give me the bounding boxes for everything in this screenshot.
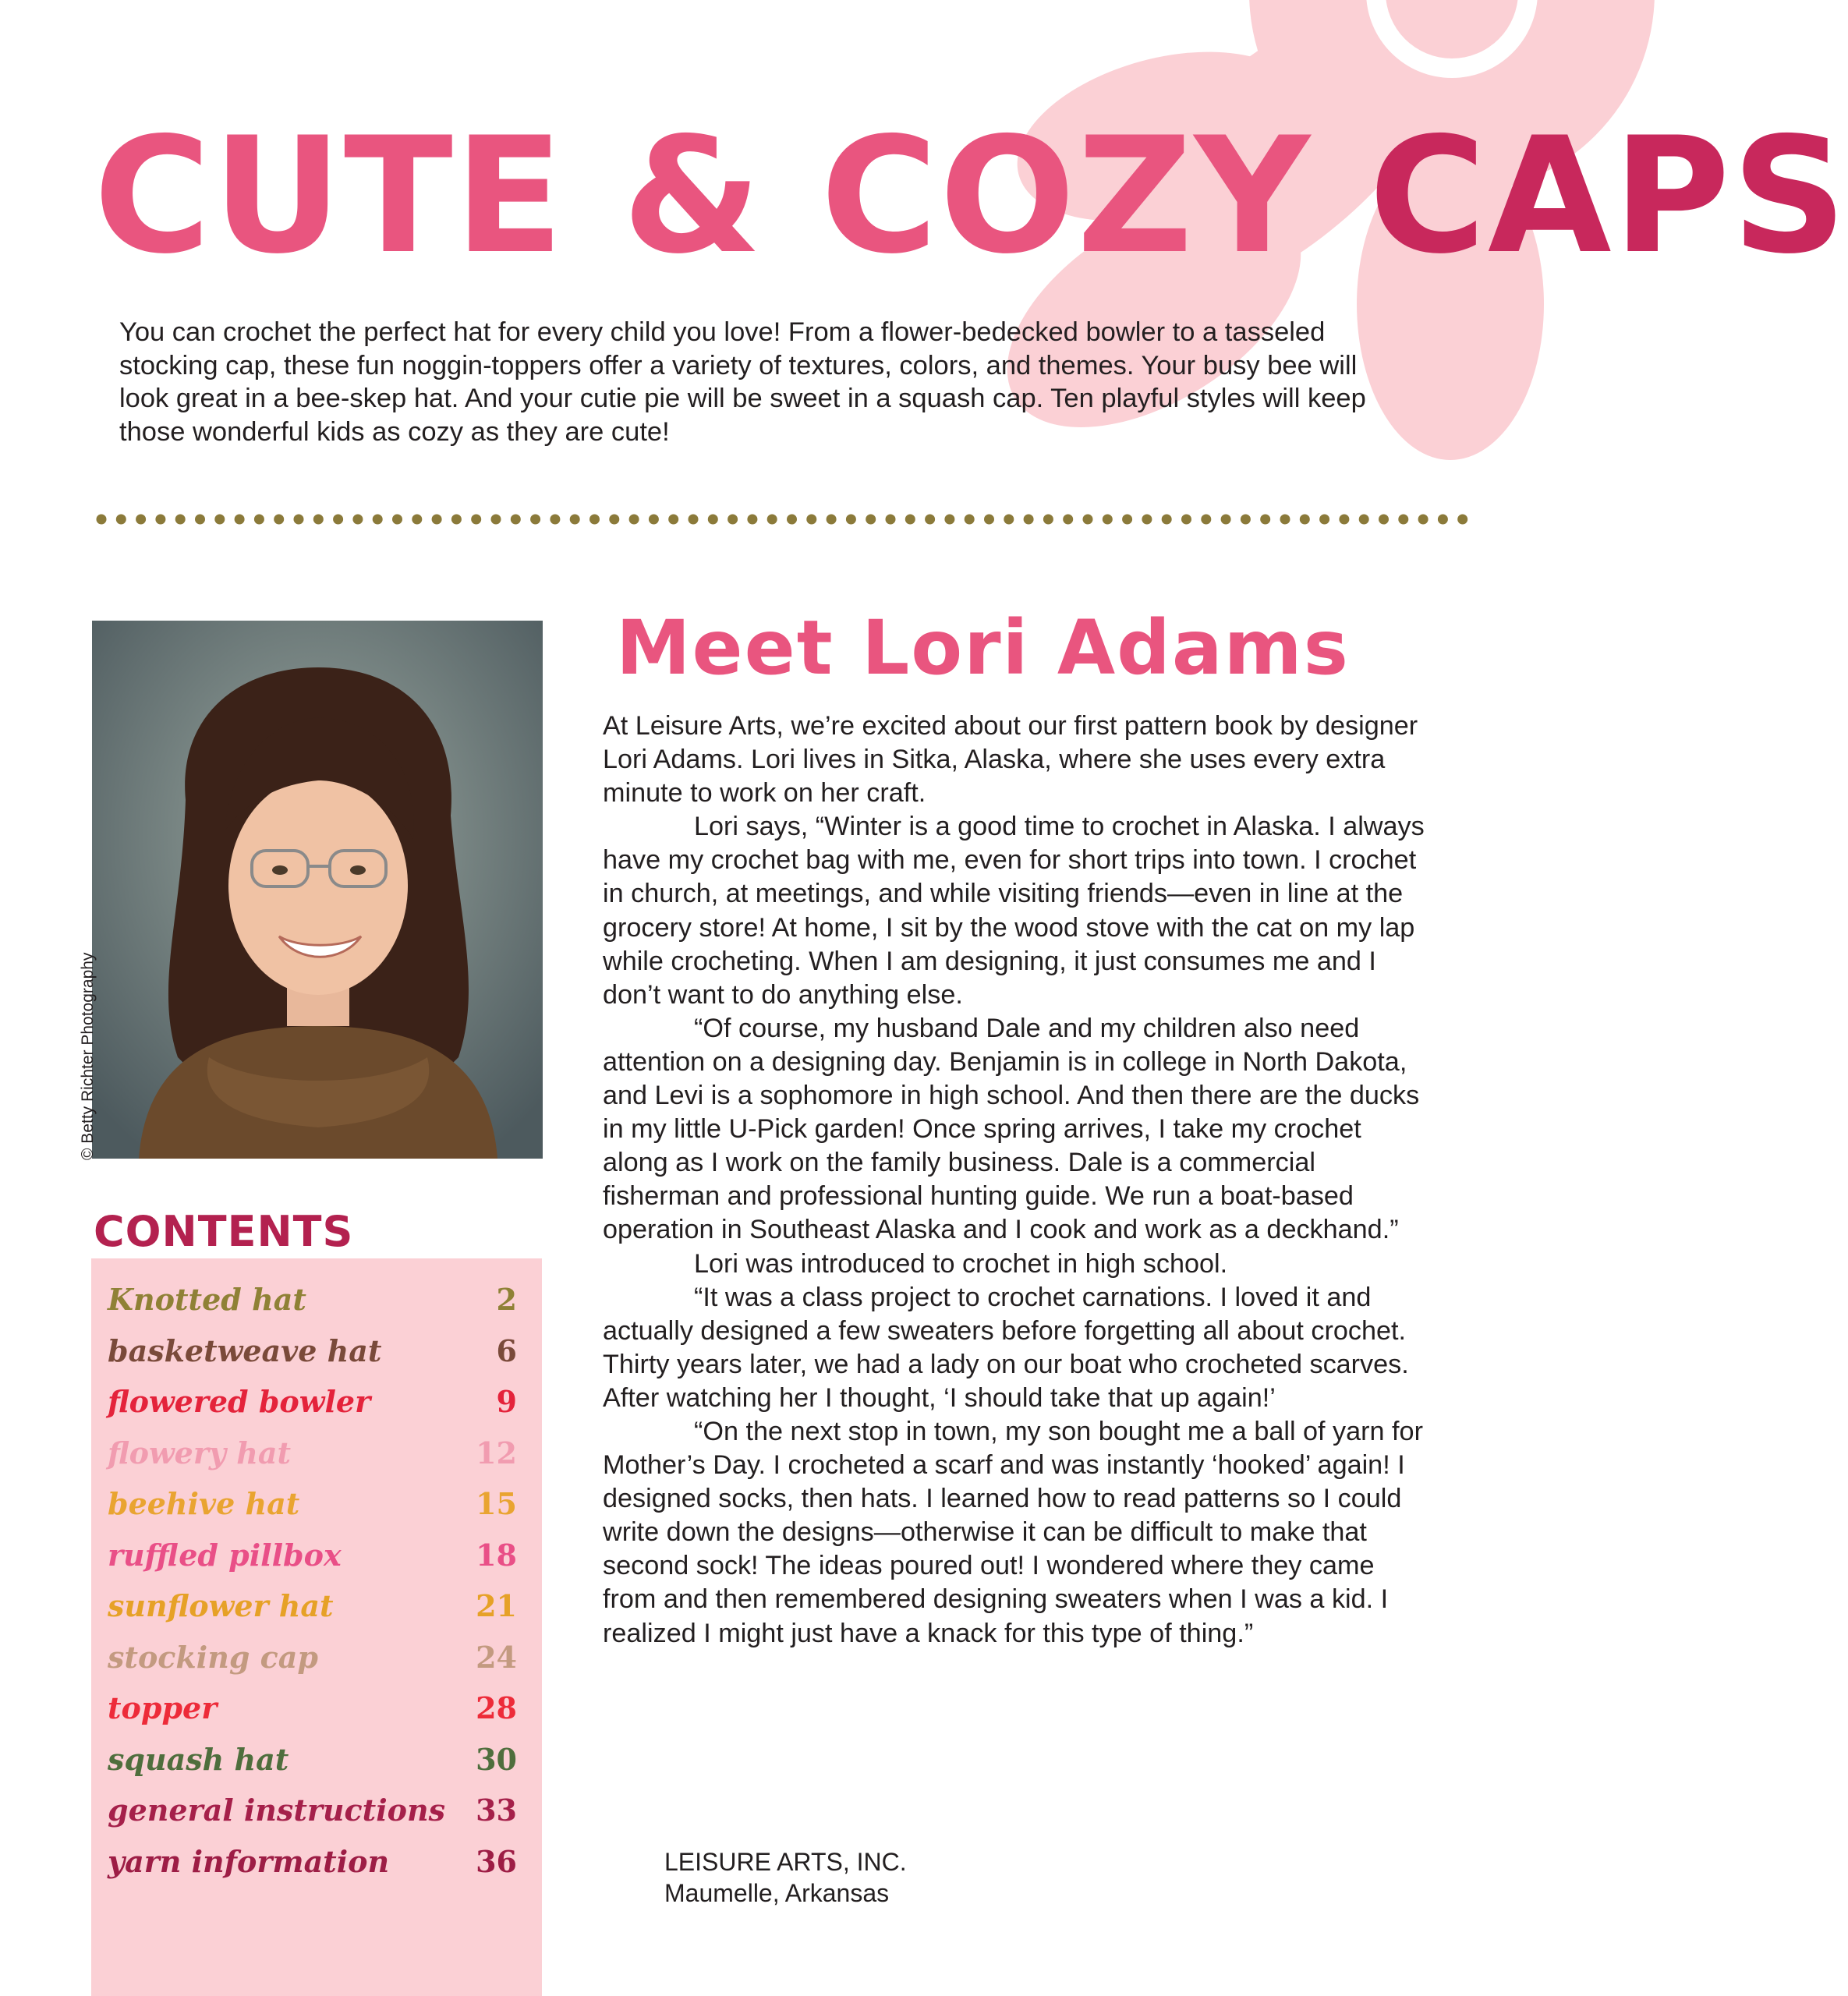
- contents-item[interactable]: [108, 1276, 517, 1323]
- contents-item-label: sunflower hat: [108, 1588, 334, 1623]
- contents-item[interactable]: [108, 1583, 517, 1630]
- title-part-2: CAPS: [1368, 104, 1848, 289]
- publisher-name: LEISURE ARTS, INC.: [664, 1848, 907, 1876]
- contents-item-page: 9: [496, 1384, 517, 1419]
- contents-item-label: yarn information: [108, 1843, 390, 1879]
- intro-paragraph: You can crochet the perfect hat for every child you love! From a flower-bedecked bowler to a tasseled stocking cap, these fun noggin-toppers offer a variety of textures, colors, and themes. Your busy bee will look great in a bee-skep hat. And your cutie pie will be sweet in a squash cap. Ten playful styles will keep those wonderful kids as cozy as they are cute!: [119, 317, 1366, 447]
- meet-paragraph: At Leisure Arts, we’re excited about our first pattern book by designer Lori Adams. Lori lives in Sitka, Alaska, where she uses every extra minute to work on her craft.: [603, 711, 1418, 809]
- meet-paragraph: Lori was introduced to crochet in high school.: [694, 1248, 1228, 1279]
- publisher-location: Maumelle, Arkansas: [664, 1879, 890, 1907]
- meet-heading: Meet Lori Adams: [616, 604, 1350, 692]
- meet-paragraph: “It was a class project to crochet carnations. I loved it and actually designed a few sweaters before forgetting all about crochet. Thirty years later, we had a lady on our boat who crocheted scarves. After watching her I thought, ‘I should take that up again!’: [603, 1282, 1409, 1413]
- contents-item[interactable]: [108, 1787, 517, 1834]
- meet-paragraph: “On the next stop in town, my son bought me a ball of yarn for Mother’s Day. I crocheted a scarf and was instantly ‘hooked’ again! I designed socks, then hats. I learned how to read patterns so I could write down the designs—otherwise it can be difficult to make that second sock! The ideas poured out! I wondered where they came from and then remembered designing sweaters when I was a kid. I realized I might just have a knack for this type of thing.”: [603, 1416, 1423, 1648]
- publisher-block: [664, 1846, 907, 1909]
- contents-item[interactable]: [108, 1685, 517, 1732]
- contents-item-page: 6: [496, 1332, 517, 1368]
- contents-item-page: 15: [476, 1486, 517, 1521]
- contents-item-label: flowery hat: [108, 1435, 291, 1470]
- contents-item-label: ruffled pillbox: [108, 1537, 342, 1573]
- contents-item[interactable]: [108, 1839, 517, 1885]
- contents-item-label: flowered bowler: [108, 1384, 371, 1419]
- contents-item-page: 21: [476, 1588, 517, 1623]
- meet-paragraph: “Of course, my husband Dale and my children also need attention on a designing day. Benjamin is in college in North Dakota, and Levi is a sophomore in high school. And then there are the ducks in my little U-Pick garden! Once spring arrives, I take my crochet along as I work on the family business. Dale is a commercial fisherman and professional hunting guide. We run a boat-based operation in Southeast Alaska and I cook and work as a deckhand.”: [603, 1013, 1420, 1245]
- contents-item-page: 18: [476, 1537, 517, 1573]
- contents-item-page: 28: [476, 1690, 517, 1725]
- contents-item-page: 12: [476, 1435, 517, 1470]
- contents-item[interactable]: [108, 1481, 517, 1527]
- contents-item[interactable]: [108, 1634, 517, 1681]
- contents-item-page: 36: [476, 1843, 517, 1879]
- meet-body: [603, 710, 1429, 1651]
- contents-item-label: stocking cap: [108, 1639, 318, 1675]
- meet-paragraph: Lori says, “Winter is a good time to crochet in Alaska. I always have my crochet bag with me, even for short trips into town. I crochet in church, at meetings, and while visiting friends—even in line at the grocery store! At home, I sit by the wood stove with the cat on my lap while crocheting. When I am designing, it just consumes me and I don’t want to do anything else.: [603, 812, 1425, 1010]
- contents-item-page: 24: [476, 1639, 517, 1675]
- photo-credit: © Betty Richter Photography: [79, 952, 97, 1160]
- contents-item-label: squash hat: [108, 1741, 289, 1777]
- contents-item-page: 2: [496, 1282, 517, 1317]
- contents-item-label: Knotted hat: [108, 1282, 306, 1317]
- title-part-1: CUTE & COZY: [94, 104, 1312, 289]
- contents-item-label: basketweave hat: [108, 1332, 382, 1368]
- contents-item-label: beehive hat: [108, 1486, 300, 1521]
- page-title: [94, 104, 1848, 289]
- contents-item[interactable]: [108, 1378, 517, 1425]
- author-photo: [92, 621, 543, 1159]
- contents-item[interactable]: [108, 1328, 517, 1375]
- contents-heading: CONTENTS: [94, 1207, 354, 1256]
- contents-item[interactable]: [108, 1430, 517, 1477]
- contents-item[interactable]: [108, 1736, 517, 1783]
- contents-item-label: topper: [108, 1690, 218, 1725]
- dotted-divider: [97, 511, 1469, 527]
- contents-item-page: 30: [476, 1741, 517, 1777]
- contents-item-page: 33: [476, 1793, 517, 1828]
- contents-item[interactable]: [108, 1532, 517, 1579]
- contents-item-label: general instructions: [108, 1793, 446, 1828]
